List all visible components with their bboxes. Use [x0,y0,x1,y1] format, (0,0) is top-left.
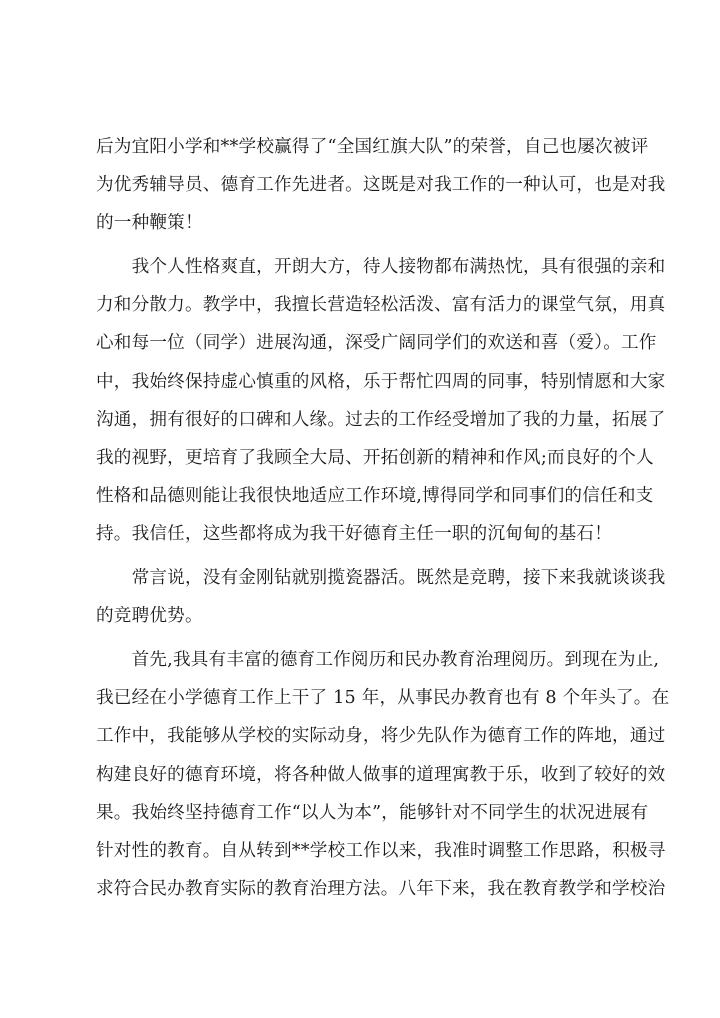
text-line: 沟通，拥有很好的口碑和人缘。过去的工作经受增加了我的力量，拓展了 [96,409,666,430]
text-line: 针对性的教育。自从转到**学校工作以来，我准时调整工作思路，积极寻 [96,840,666,861]
text-line: 中，我始终保持虚心慎重的风格，乐于帮忙四周的同事，特别情愿和大家 [96,371,666,392]
text-line: 力和分散力。教学中，我擅长营造轻松活泼、富有活力的课堂气氛，用真 [96,295,666,316]
text-line: 求符合民办教育实际的教育治理方法。八年下来，我在教育教学和学校治 [96,878,666,899]
text-line: 的竞聘优势。 [96,606,203,627]
text-line: 果。我始终坚持德育工作“以人为本”，能够针对不同学生的状况进展有 [96,802,649,823]
text-line: 心和每一位（同学）进展沟通，深受广阔同学们的欢送和喜（爱）。工作 [96,333,657,354]
document-body [96,128,670,914]
text-line: 构建良好的德育环境，将各种做人做事的道理寓教于乐，收到了较好的效 [96,764,666,785]
paragraph-2 [96,248,666,553]
text-line: 我的视野，更培育了我顾全大局、开拓创新的精神和作风;而良好的个人 [96,447,654,468]
text-line: 的一种鞭策！ [96,213,203,234]
text-line: 我个人性格爽直，开朗大方，待人接物都布满热忱，具有很强的亲和 [96,257,666,278]
text-line: 持。我信任，这些都将成为我干好德育主任一职的沉甸甸的基石！ [96,523,613,544]
text-line: 首先,我具有丰富的德育工作阅历和民办教育治理阅历。到现在为止, [96,650,660,671]
text-line: 常言说，没有金刚钻就别揽瓷器活。既然是竞聘，接下来我就谈谈我 [96,568,666,589]
paragraph-3 [96,559,666,635]
text-line: 性格和品德则能让我很快地适应工作环境,博得同学和同事们的信任和支 [96,485,654,506]
paragraph-4 [96,641,670,908]
text-line: 为优秀辅导员、德育工作先进者。这既是对我工作的一种认可，也是对我 [96,175,666,196]
text-line: 后为宜阳小学和**学校赢得了“全国红旗大队”的荣誉，自己也屡次被评 [96,137,649,157]
paragraph-1 [96,128,666,242]
text-line: 我已经在小学德育工作上干了 15 年，从事民办教育也有 8 个年头了。在 [96,688,670,709]
text-line: 工作中，我能够从学校的实际动身，将少先队作为德育工作的阵地，通过 [96,726,666,747]
